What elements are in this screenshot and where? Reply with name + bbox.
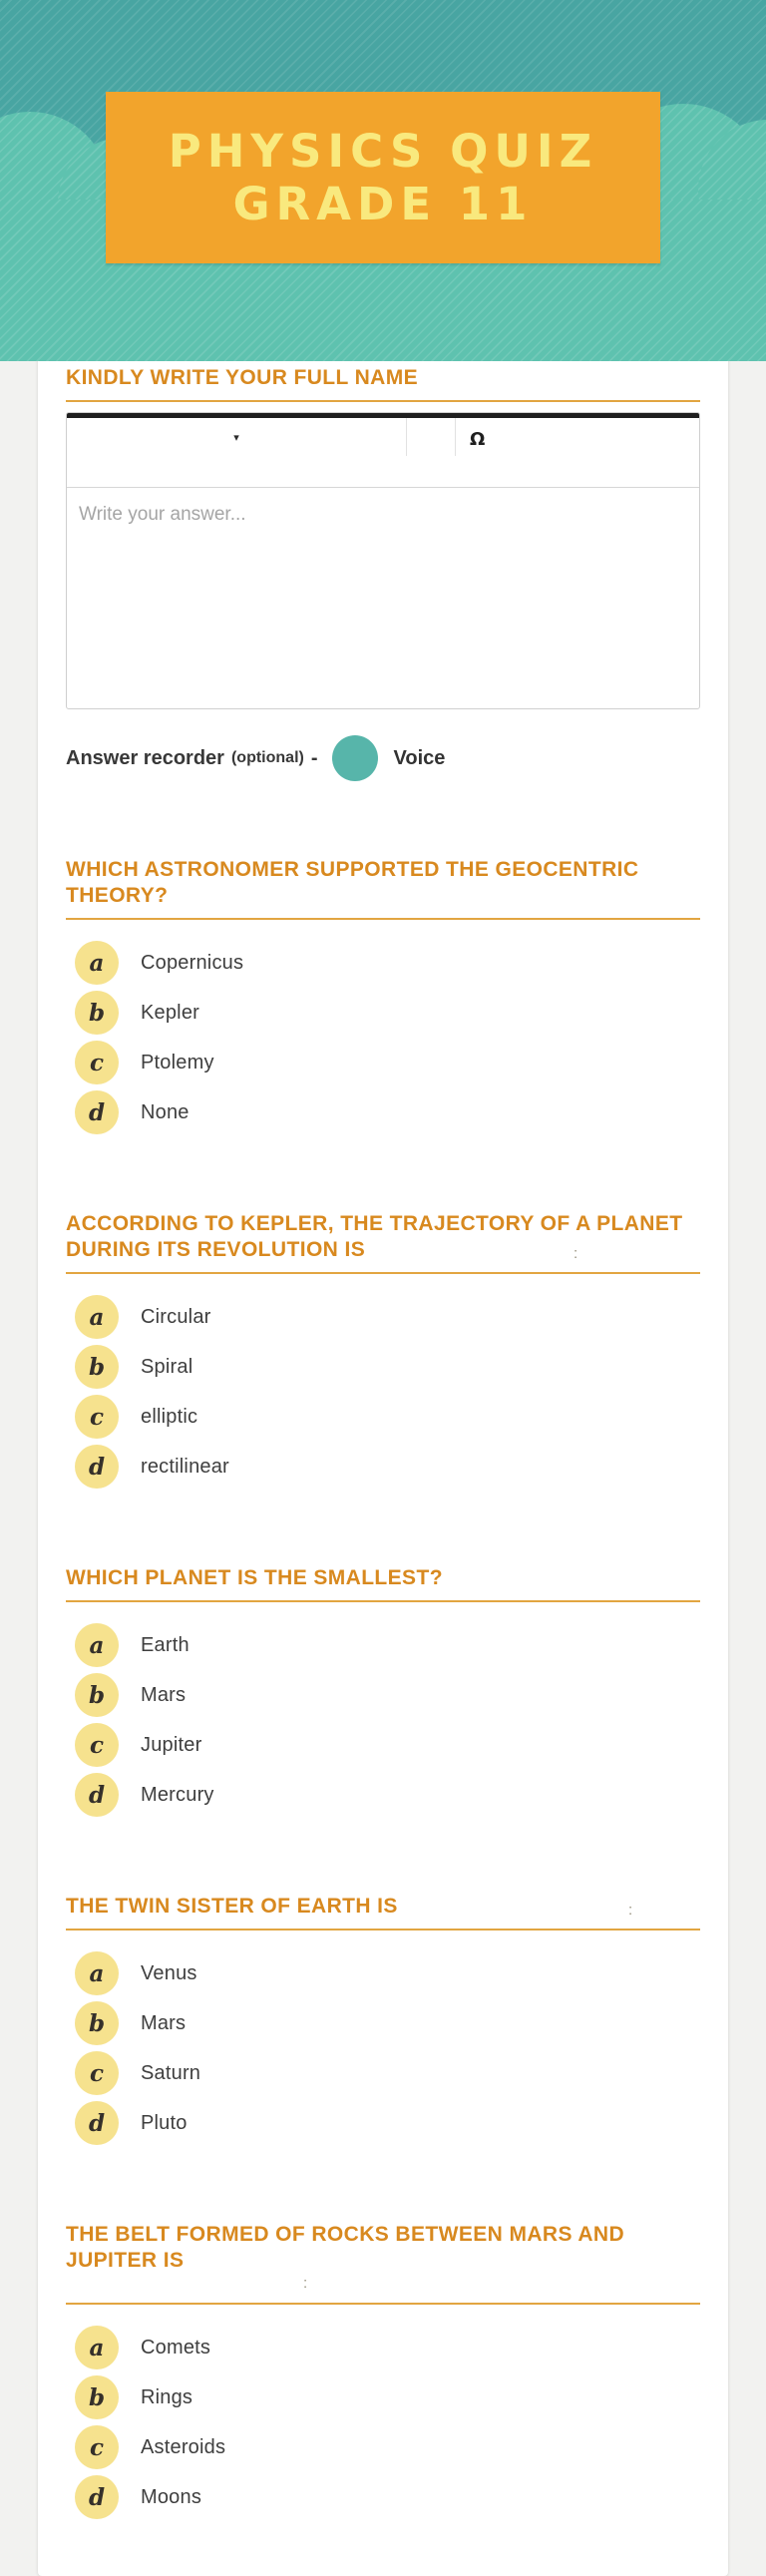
quiz-title-line1: PHYSICS QUIZ [168,125,598,178]
option-letter-badge [75,1395,119,1439]
option-letter-badge [75,991,119,1035]
page-header-background [0,0,766,361]
option-letter: d [88,2483,106,2511]
option-label: Spiral [141,1355,193,1378]
heading-underline [66,2303,700,2305]
answer-option[interactable] [66,988,700,1038]
option-label: Rings [141,2385,193,2408]
toolbar-divider [455,418,456,456]
answer-option[interactable] [66,2472,700,2522]
questions [66,857,700,2522]
option-label: Saturn [141,2061,201,2084]
option-letter-badge [75,2425,119,2469]
answer-option[interactable] [66,1948,700,1998]
question-heading-text: THE TWIN SISTER OF EARTH IS [66,1895,398,1918]
chevron-down-icon: ▾ [233,431,239,444]
options-list [66,1620,700,1820]
option-letter: d [88,1781,106,1809]
option-letter: d [88,1098,106,1126]
option-letter-badge [75,1041,119,1084]
option-letter-badge [75,1090,119,1134]
options-list [66,1292,700,1492]
voice-label: Voice [393,746,446,769]
option-label: Comets [141,2336,211,2359]
question-colon: : [574,1245,578,1262]
answer-option[interactable] [66,2422,700,2472]
option-label: Ptolemy [141,1051,214,1073]
option-letter-badge [75,941,119,985]
option-letter: b [88,2009,106,2037]
option-letter: c [89,1049,104,1076]
option-letter-badge [75,2375,119,2419]
question-section [66,2222,700,2522]
option-letter-badge [75,1723,119,1767]
option-letter: a [89,1303,105,1331]
name-question-section [66,365,700,783]
question-section [66,1894,700,2148]
option-letter: c [89,1403,104,1431]
question-section [66,1211,700,1492]
special-characters-button[interactable]: Ω [464,427,491,452]
answer-option[interactable] [66,1342,700,1392]
option-letter-badge [75,1445,119,1489]
option-letter: d [88,1453,106,1481]
answer-editor [66,412,700,709]
answer-option[interactable] [66,1998,700,2048]
record-voice-button[interactable] [332,735,378,781]
heading-underline [66,918,700,920]
question-heading-text: WHICH PLANET IS THE SMALLEST? [66,1566,443,1589]
question-heading-text: THE BELT FORMED OF ROCKS BETWEEN MARS AND JUPITER IS [66,2223,625,2272]
answer-option[interactable] [66,1392,700,1442]
option-letter: c [89,1731,104,1759]
answer-option[interactable] [66,1038,700,1087]
option-letter: b [88,2383,106,2411]
question-heading [66,1894,700,1920]
answer-option[interactable] [66,1442,700,1492]
option-letter: d [88,2109,106,2137]
option-label: Mars [141,2011,187,2034]
heading-underline [66,1929,700,1931]
option-label: Pluto [141,2111,188,2134]
worksheet-card [38,331,728,2576]
option-label: Moons [141,2485,202,2508]
question-section [66,1565,700,1820]
toolbar-divider [406,418,407,456]
option-letter-badge [75,1951,119,1995]
option-letter-badge [75,2001,119,2045]
answer-option[interactable] [66,1087,700,1137]
option-letter: b [88,1681,106,1709]
option-letter-badge [75,2326,119,2369]
question-colon: : [628,1902,633,1919]
option-letter: a [89,949,105,977]
option-letter-badge [75,1623,119,1667]
heading-underline [66,1272,700,1274]
editor-toolbar [67,418,699,488]
option-letter-badge [75,1345,119,1389]
option-label: Kepler [141,1001,200,1024]
answer-option[interactable] [66,2048,700,2098]
title-banner [106,92,660,263]
option-letter-badge [75,2051,119,2095]
option-letter-badge [75,1773,119,1817]
heading-underline [66,400,700,402]
option-letter: a [89,2334,105,2361]
option-letter: b [88,1353,106,1381]
format-dropdown[interactable] [67,418,406,462]
name-question-heading: KINDLY WRITE YOUR FULL NAME [66,366,419,389]
option-label: Mars [141,1683,187,1706]
heading-underline [66,1600,700,1602]
answer-option[interactable] [66,1670,700,1720]
option-letter-badge [75,2475,119,2519]
option-letter-badge [75,1673,119,1717]
option-label: elliptic [141,1405,198,1428]
question-heading [66,1565,700,1591]
option-label: Jupiter [141,1733,202,1756]
options-list [66,1948,700,2148]
option-label: Circular [141,1305,211,1328]
question-heading-text: WHICH ASTRONOMER SUPPORTED THE GEOCENTRIC THEORY? [66,858,639,907]
option-letter: c [89,2059,104,2087]
option-letter-badge [75,2101,119,2145]
recorder-label: Answer recorder [66,746,224,769]
option-letter: a [89,1631,105,1659]
answer-option[interactable] [66,1770,700,1820]
question-heading-text: ACCORDING TO KEPLER, THE TRAJECTORY OF A PLANET DURING ITS REVOLUTION IS [66,1212,683,1261]
answer-recorder-row [66,733,700,783]
question-heading [66,857,700,909]
option-label: rectilinear [141,1455,229,1478]
answer-option[interactable] [66,2372,700,2422]
answer-option[interactable] [66,1720,700,1770]
option-label: Earth [141,1633,190,1656]
answer-textarea[interactable] [67,488,699,708]
question-heading [66,1211,700,1263]
answer-option[interactable] [66,2323,700,2372]
option-label: Copernicus [141,951,244,974]
quiz-title-line2: GRADE 11 [232,178,534,230]
answer-option[interactable] [66,2098,700,2148]
option-letter-badge [75,1295,119,1339]
option-letter: c [89,2433,104,2461]
option-letter: b [88,999,106,1027]
option-label: None [141,1100,190,1123]
option-label: Venus [141,1961,197,1984]
option-label: Mercury [141,1783,214,1806]
question-section [66,857,700,1137]
options-list [66,938,700,1137]
question-colon: : [303,2275,308,2292]
recorder-dash: - [310,746,318,769]
option-label: Asteroids [141,2435,226,2458]
option-letter: a [89,1959,105,1987]
question-heading [66,2222,700,2294]
answer-option[interactable] [66,1292,700,1342]
options-list [66,2323,700,2522]
answer-option[interactable] [66,938,700,988]
answer-option[interactable] [66,1620,700,1670]
recorder-optional-label: (optional) [230,749,304,766]
